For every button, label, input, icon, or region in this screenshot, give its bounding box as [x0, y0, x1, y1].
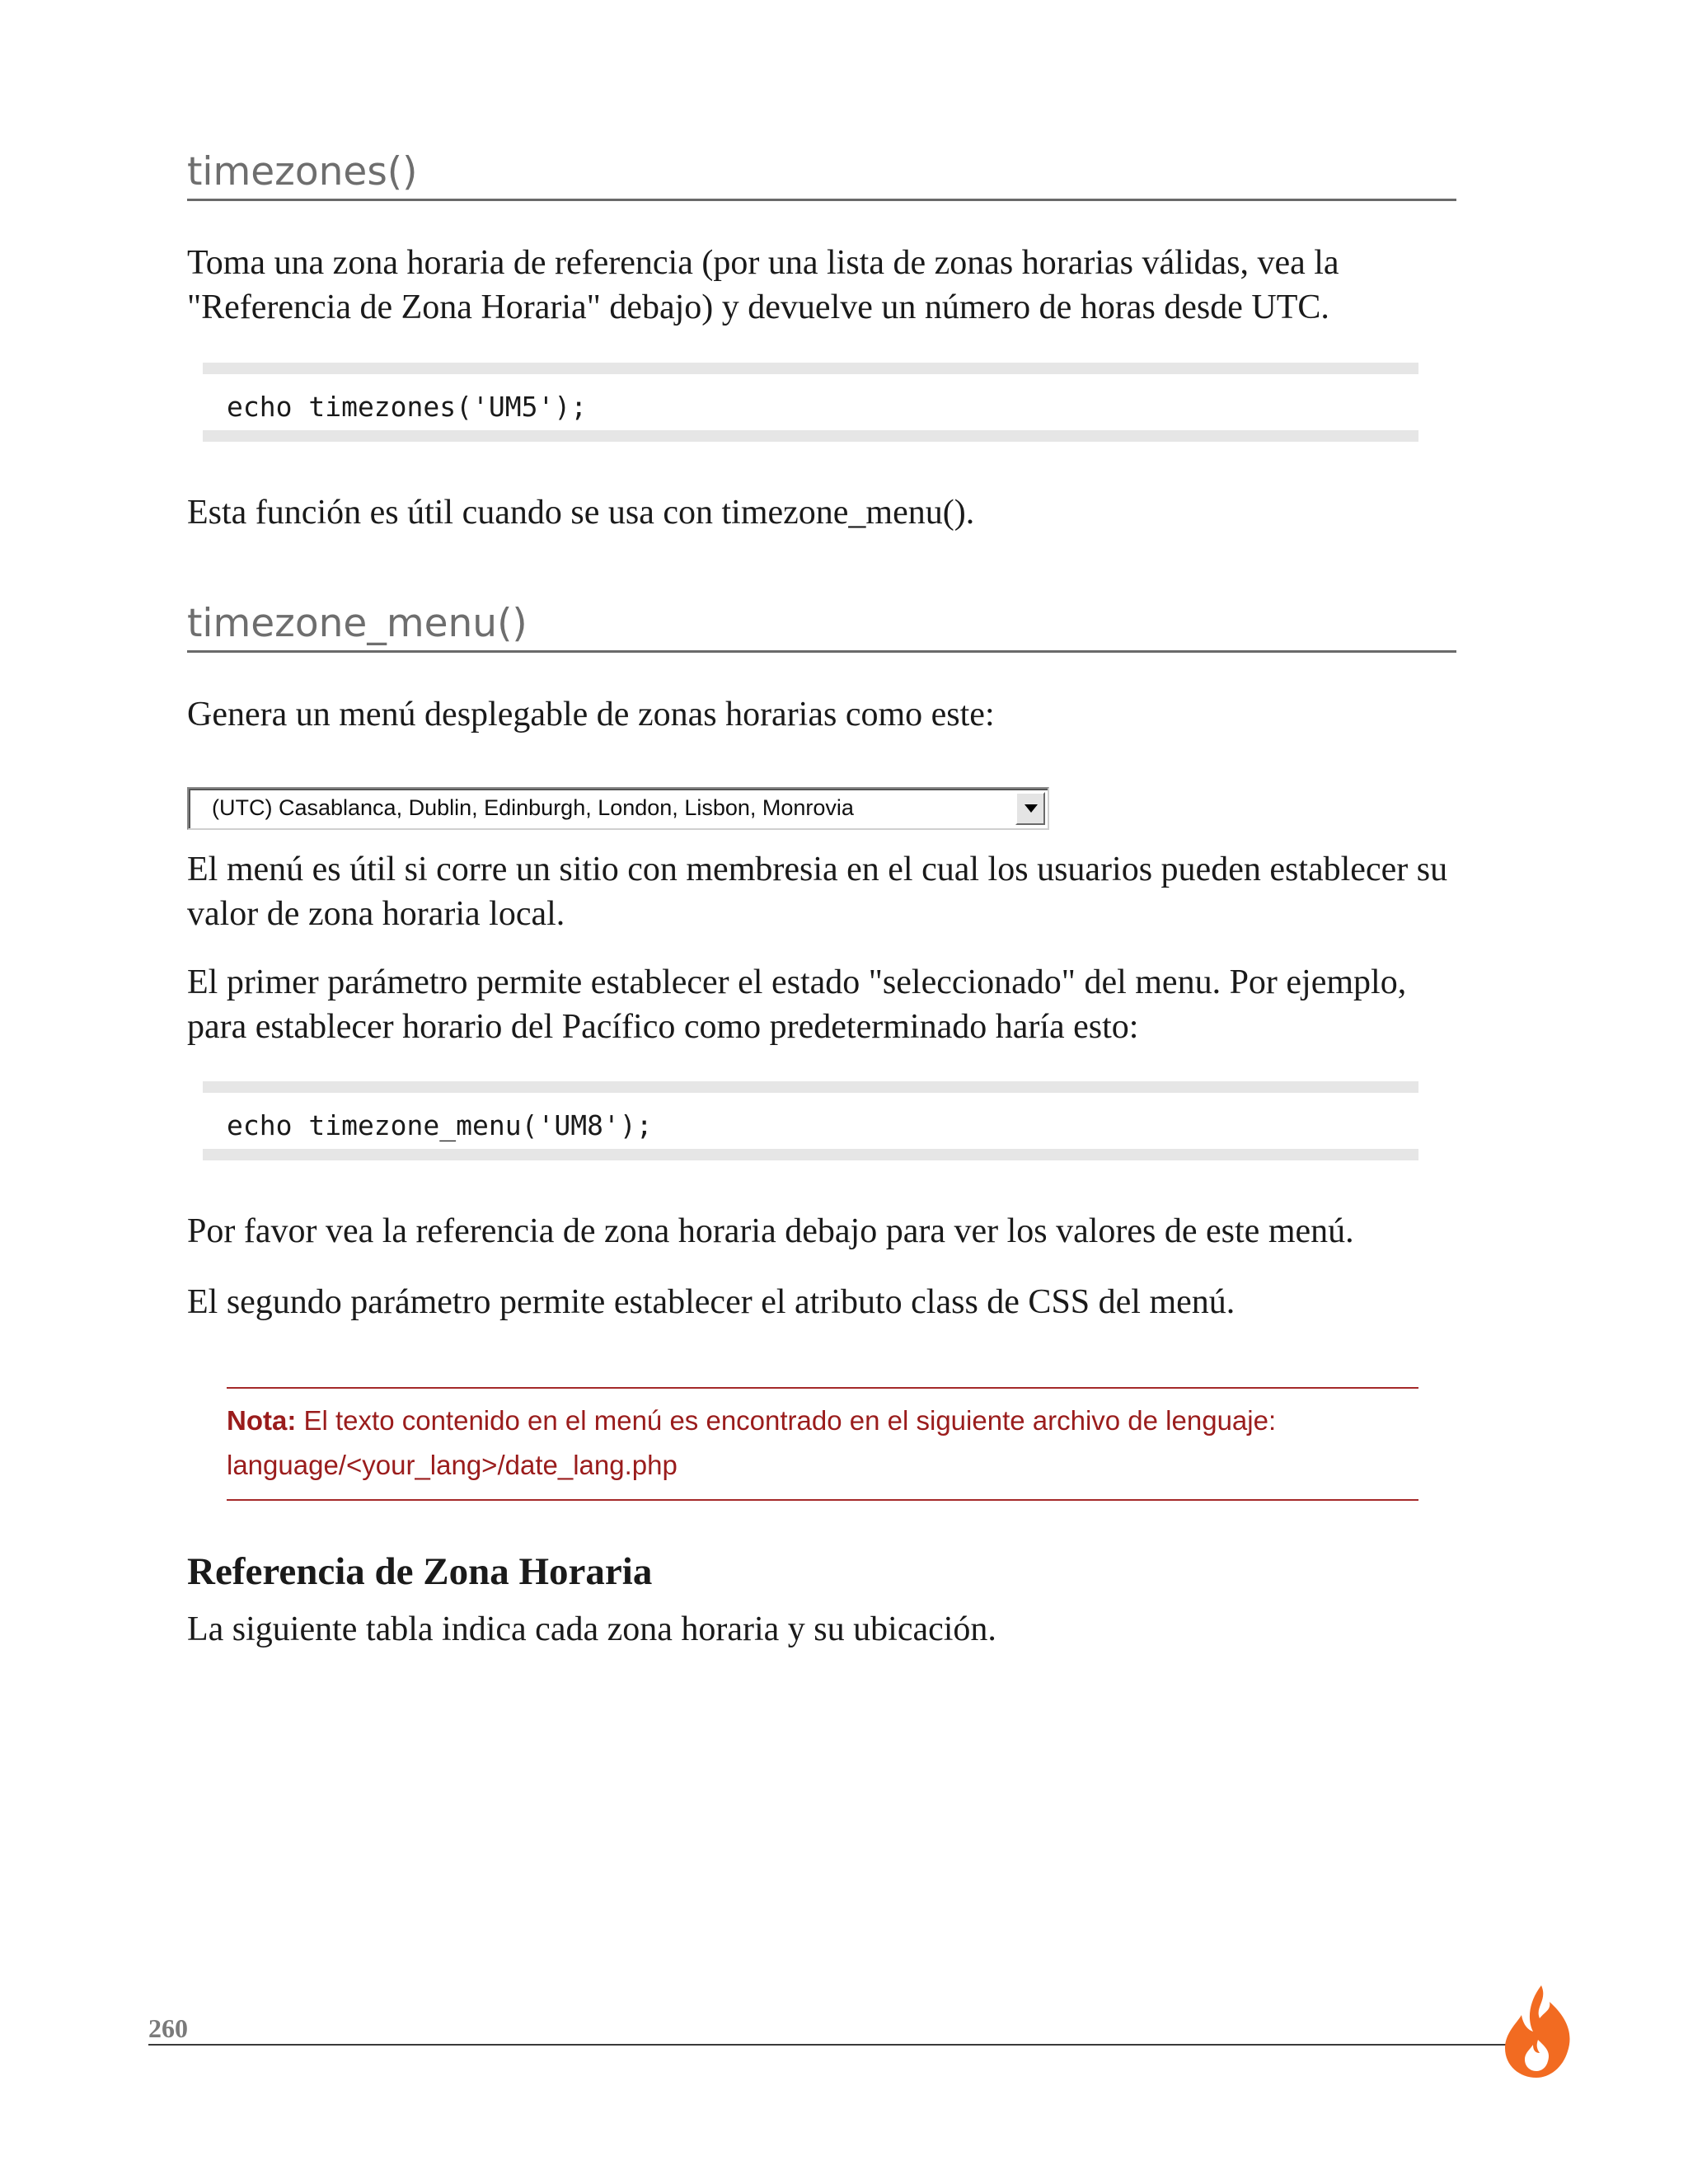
footer-rule	[148, 2044, 1512, 2046]
timezones-usage-note: Esta función es útil cuando se usa con timezone_menu().	[187, 494, 975, 532]
timezone-menu-para3: Por favor vea la referencia de zona horaria debajo para ver los valores de este menú.	[187, 1212, 1354, 1250]
flame-logo-icon	[1498, 1982, 1578, 2081]
heading-timezone-reference: Referencia de Zona Horaria	[187, 1550, 653, 1593]
timezone-reference-text: La siguiente tabla indica cada zona horaria y su ubicación.	[187, 1610, 996, 1648]
timezone-menu-para4: El segundo parámetro permite establecer el atributo class de CSS del menú.	[187, 1283, 1236, 1321]
timezone-select-value: (UTC) Casablanca, Dublin, Edinburgh, London, Lisbon, Monrovia	[212, 795, 854, 820]
timezone-menu-para2: El primer parámetro permite establecer el estado "seleccionado" del menu. Por ejemplo, para establecer horario del Pacífico como predeterminado haría esto:	[187, 963, 1407, 1046]
heading-timezone-menu: timezone_menu()	[187, 602, 1456, 653]
page-number: 260	[148, 2013, 188, 2043]
timezones-description: Toma una zona horaria de referencia (por una lista de zonas horarias válidas, vea la "Referencia de Zona Horaria" debajo) y devuelve un número de horas desde UTC.	[187, 244, 1339, 326]
code-timezone-menu: echo timezone_menu('UM8');	[227, 1109, 653, 1141]
heading-timezones: timezones()	[187, 151, 1456, 201]
code-block-timezone-menu	[203, 1081, 1418, 1160]
timezone-select-dropdown[interactable]	[187, 787, 1049, 830]
code-timezones: echo timezones('UM5');	[227, 391, 588, 423]
code-block-timezones	[203, 363, 1418, 442]
note-text: El texto contenido en el menú es encontrado en el siguiente archivo de lenguaje: language/<your_lang>/date_lang.php	[227, 1405, 1277, 1480]
timezone-menu-intro: Genera un menú desplegable de zonas horarias como este:	[187, 696, 995, 733]
note-label: Nota:	[227, 1405, 297, 1436]
note-box	[227, 1387, 1418, 1501]
timezone-menu-para1: El menú es útil si corre un sitio con membresia en el cual los usuarios pueden establecer su valor de zona horaria local.	[187, 851, 1448, 933]
dropdown-arrow-icon[interactable]	[1015, 792, 1045, 825]
